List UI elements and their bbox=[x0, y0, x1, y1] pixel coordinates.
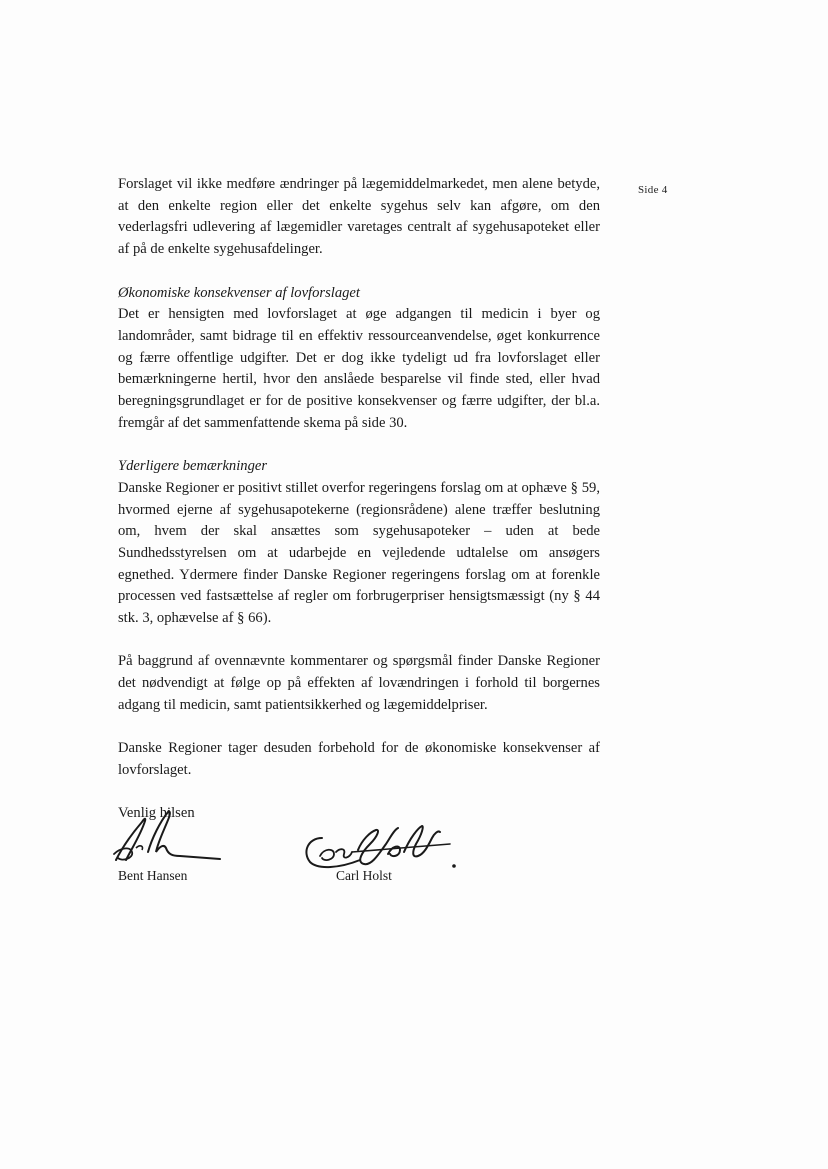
signature-right-image bbox=[300, 822, 470, 874]
further-heading: Yderligere bemærkninger bbox=[118, 458, 268, 475]
reservation-paragraph: Danske Regioner tager desuden forbehold for de økonomiske konsekvenser af lovforslaget. bbox=[118, 740, 600, 778]
economic-paragraph: Det er hensigten med lovforslaget at øge adgangen til medicin i byer og landområder, samt bidrage til en effektiv ressourceanvendelse, øget konkurrence og færre offentlige udgifter. Det er dog ikke tydeligt ud fra lovforslaget eller bemærkningerne hertil, hvor den anslåede besparelse vil finde sted, eller hvad beregningsgrundlaget er for de positive konsekvenser og færre udgifter, der bl.a. fremgår af det sammenfattende skema på side 30. bbox=[118, 306, 600, 431]
letter-body bbox=[118, 174, 600, 825]
page-number-label: Side 4 bbox=[638, 184, 668, 196]
signatory-left-name: Bent Hansen bbox=[118, 868, 188, 883]
followup-paragraph: På baggrund af ovennævnte kommentarer og spørgsmål finder Danske Regioner det nødvendigt at følge op på effekten af lovændringen i forhold til borgernes adgang til medicin, samt patientsikkerhed og lægemiddelpriser. bbox=[118, 653, 600, 713]
closing-greeting: Venlig hilsen bbox=[118, 805, 195, 822]
economic-section bbox=[118, 283, 600, 435]
further-section bbox=[118, 456, 600, 630]
signature-left-image bbox=[108, 808, 228, 870]
intro-paragraph: Forslaget vil ikke medføre ændringer på lægemiddelmarkedet, men alene betyde, at den enkelte region eller det enkelte sygehus selv kan afgøre, om den vederlagsfri udlevering af lægemidler varetages centralt af sygehusapoteket eller af på de enkelte sygehusafdelinger. bbox=[118, 176, 600, 258]
signatory-right-name: Carl Holst bbox=[336, 868, 392, 883]
further-paragraph: Danske Regioner er positivt stillet overfor regeringens forslag om at ophæve § 59, hvormed ejerne af sygehusapotekerne (regionsrådene) alene træffer beslutning om, hvem der skal ansættes som sygehusapoteker – uden at bede Sundhedsstyrelsen om at udarbejde en vejledende udtalelse om ansøgers egnethed. Ydermere finder Danske Regioner regeringens forslag om at forenkle processen ved fastsættelse af regler om forbrugerpriser hensigtsmæssigt (ny § 44 stk. 3, ophævelse af § 66). bbox=[118, 479, 600, 627]
economic-heading: Økonomiske konsekvenser af lovforslaget bbox=[118, 284, 360, 301]
